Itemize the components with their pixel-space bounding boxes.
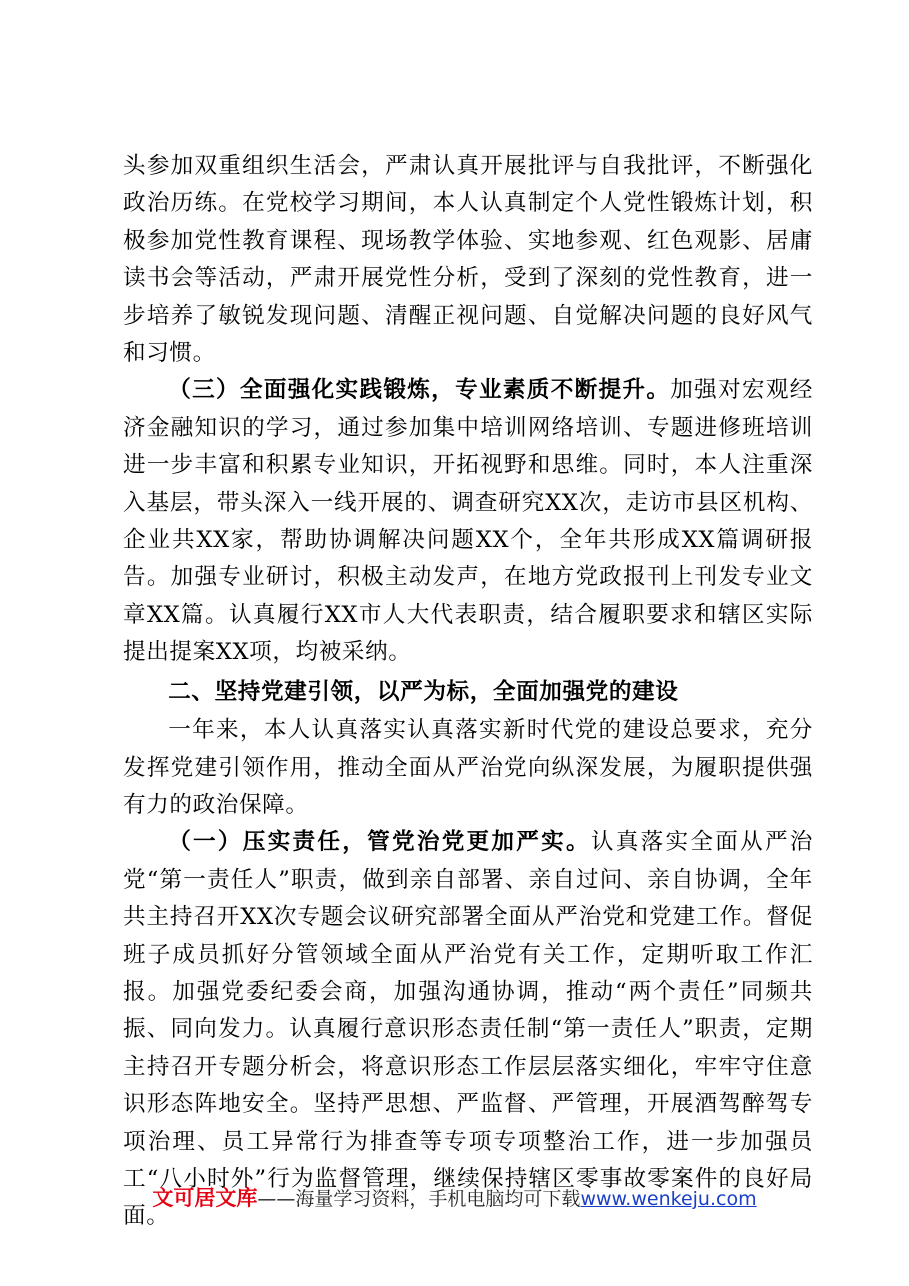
footer-watermark — [0, 1182, 909, 1212]
subheading-practice-training: （三）全面强化实践锻炼，专业素质不断提升。 — [168, 377, 671, 404]
paragraph-practice-training — [123, 372, 813, 671]
subheading-responsibility: （一）压实责任，管党治党更加严实。 — [168, 829, 591, 856]
footer-brand: 文可居文库 — [152, 1186, 258, 1210]
paragraph-responsibility-text: 认真落实全面从严治党“第一责任人”职责，做到亲自部署、亲自过问、亲自协调，全年共主持召开XX次专题会议研究部署全面从严治党和党建工作。督促班子成员抓好分管领域全面从严治党有关工作，定期听取工作汇报。加强党委纪委会商，加强沟通协调，推动“两个责任”同频共振、同向发力。认真履行意识形态责任制“第一责任人”职责，定期主持召开专题分析会，将意识形态工作层层落实细化，牢牢守住意识形态阵地安全。坚持严思想、严监督、严管理，开展酒驾醉驾专项治理、员工异常行为排查等专项专项整治工作，进一步加强员工“八小时外”行为监督管理，继续保持辖区零事故零案件的良好局面。 — [123, 829, 813, 1230]
paragraph-practice-training-text: 加强对宏观经济金融知识的学习，通过参加集中培训网络培训、专题进修班培训进一步丰富和积累专业知识，开拓视野和思维。同时，本人注重深入基层，带头深入一线开展的、调查研究XX次，走访市县区机构、企业共XX家，帮助协调解决问题XX个，全年共形成XX篇调研报告。加强专业研讨，积极主动发声，在地方党政报刊上刊发专业文章XX篇。认真履行XX市人大代表职责，结合履职要求和辖区实际提出提案XX项，均被采纳。 — [123, 377, 813, 666]
footer-tagline: ——海量学习资料，手机电脑均可下载 — [257, 1188, 581, 1210]
document-body — [123, 148, 813, 1236]
paragraph-responsibility — [123, 824, 813, 1235]
paragraph-continuation: 头参加双重组织生活会，严肃认真开展批评与自我批评，不断强化政治历练。在党校学习期间，本人认真制定个人党性锻炼计划，积极参加党性教育课程、现场教学体验、实地参观、红色观影、居庸读书会等活动，严肃开展党性分析，受到了深刻的党性教育，进一步培养了敏锐发现问题、清醒正视问题、自觉解决问题的良好风气和习惯。 — [123, 153, 813, 367]
paragraph-party-building-intro: 一年来，本人认真落实认真落实新时代党的建设总要求，充分发挥党建引领作用，推动全面从严治党向纵深发展，为履职提供强有力的政治保障。 — [123, 717, 813, 818]
section-heading-party-building: 二、坚持党建引领，以严为标，全面加强党的建设 — [168, 678, 679, 705]
footer-site-link[interactable]: www.wenkeju.com — [580, 1188, 757, 1210]
